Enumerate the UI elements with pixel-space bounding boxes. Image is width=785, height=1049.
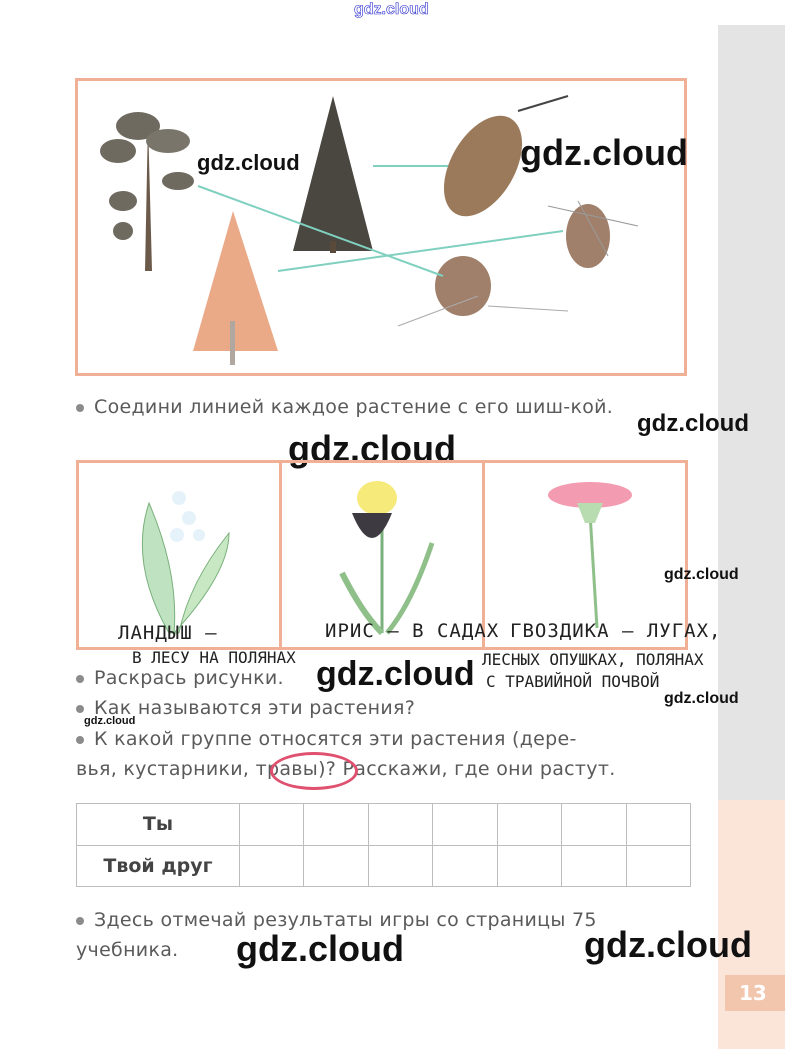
task-connect-cones: Соедини линией каждое растение с его шиш-кой. — [76, 392, 691, 422]
pine-tree — [100, 112, 194, 271]
conifers-illustration-frame — [75, 78, 687, 376]
watermark: gdz.cloud — [236, 928, 404, 969]
handwritten-answer-line2a: В ЛЕСУ НА ПОЛЯНАХ — [132, 648, 296, 667]
result-cell[interactable] — [368, 845, 432, 887]
table-row — [77, 804, 691, 846]
watermark-top: gdz.cloud — [354, 1, 429, 18]
result-cell[interactable] — [562, 804, 626, 846]
bullet-icon — [76, 705, 84, 713]
lily-of-the-valley-drawing — [79, 463, 279, 647]
handwritten-answer-line1c: ГВОЗДИКА – ЛУГАХ, — [510, 620, 722, 642]
result-cell[interactable] — [433, 804, 497, 846]
watermark: gdz.cloud — [288, 428, 456, 469]
spruce-tree — [293, 96, 373, 253]
result-cell[interactable] — [497, 804, 561, 846]
result-cell[interactable] — [497, 845, 561, 887]
watermark: gdz.cloud — [637, 410, 749, 437]
result-cell[interactable] — [626, 845, 690, 887]
pine-cone — [398, 256, 568, 326]
watermark: gdz.cloud — [197, 150, 300, 175]
footer-instruction: Здесь отмечай результаты игры со страницы 75 учебника. — [76, 909, 597, 961]
result-cell[interactable] — [240, 845, 304, 887]
watermark: gdz.cloud — [584, 924, 752, 965]
bullet-icon — [76, 675, 84, 683]
row-label-you: Ты — [77, 804, 240, 846]
watermark: gdz.cloud — [520, 132, 688, 173]
result-cell[interactable] — [626, 804, 690, 846]
question-plant-group: К какой группе относятся эти растения (дере- вья, кустарники, травы)? Расскажи, где они растут. — [76, 728, 616, 780]
result-cell[interactable] — [304, 804, 368, 846]
handwritten-answer-line3: С ТРАВИЙНОЙ ПОЧВОЙ — [486, 672, 660, 691]
larch-tree — [193, 211, 278, 365]
page-number: 13 — [725, 975, 785, 1011]
conifers-and-cones-illustration — [78, 81, 684, 373]
result-cell[interactable] — [368, 804, 432, 846]
question-color-drawings: Раскрась рисунки. — [76, 663, 284, 693]
larch-cone — [548, 201, 638, 268]
answer-circle-mark — [270, 752, 358, 790]
table-row — [77, 845, 691, 887]
lily-of-the-valley-cell — [79, 463, 282, 647]
watermark: gdz.cloud — [664, 566, 739, 583]
row-label-friend: Твой друг — [77, 845, 240, 887]
handwritten-answer-line1b: ИРИС – В САДАХ — [325, 620, 500, 642]
result-cell[interactable] — [240, 804, 304, 846]
result-cell[interactable] — [433, 845, 497, 887]
bullet-icon — [76, 404, 84, 412]
handwritten-answer-line1a: ЛАНДЫШ – — [118, 622, 218, 644]
watermark: gdz.cloud — [316, 655, 475, 693]
watermark: gdz.cloud — [84, 715, 136, 727]
handwritten-answer-line2b: ЛЕСНЫХ ОПУШКАХ, ПОЛЯНАХ — [482, 650, 704, 669]
bullet-icon — [76, 736, 84, 744]
game-results-table — [76, 803, 691, 887]
bullet-icon — [76, 917, 84, 925]
watermark: gdz.cloud — [664, 690, 739, 707]
question-plant-names: Как называются эти растения? — [76, 693, 415, 723]
result-cell[interactable] — [562, 845, 626, 887]
result-cell[interactable] — [304, 845, 368, 887]
